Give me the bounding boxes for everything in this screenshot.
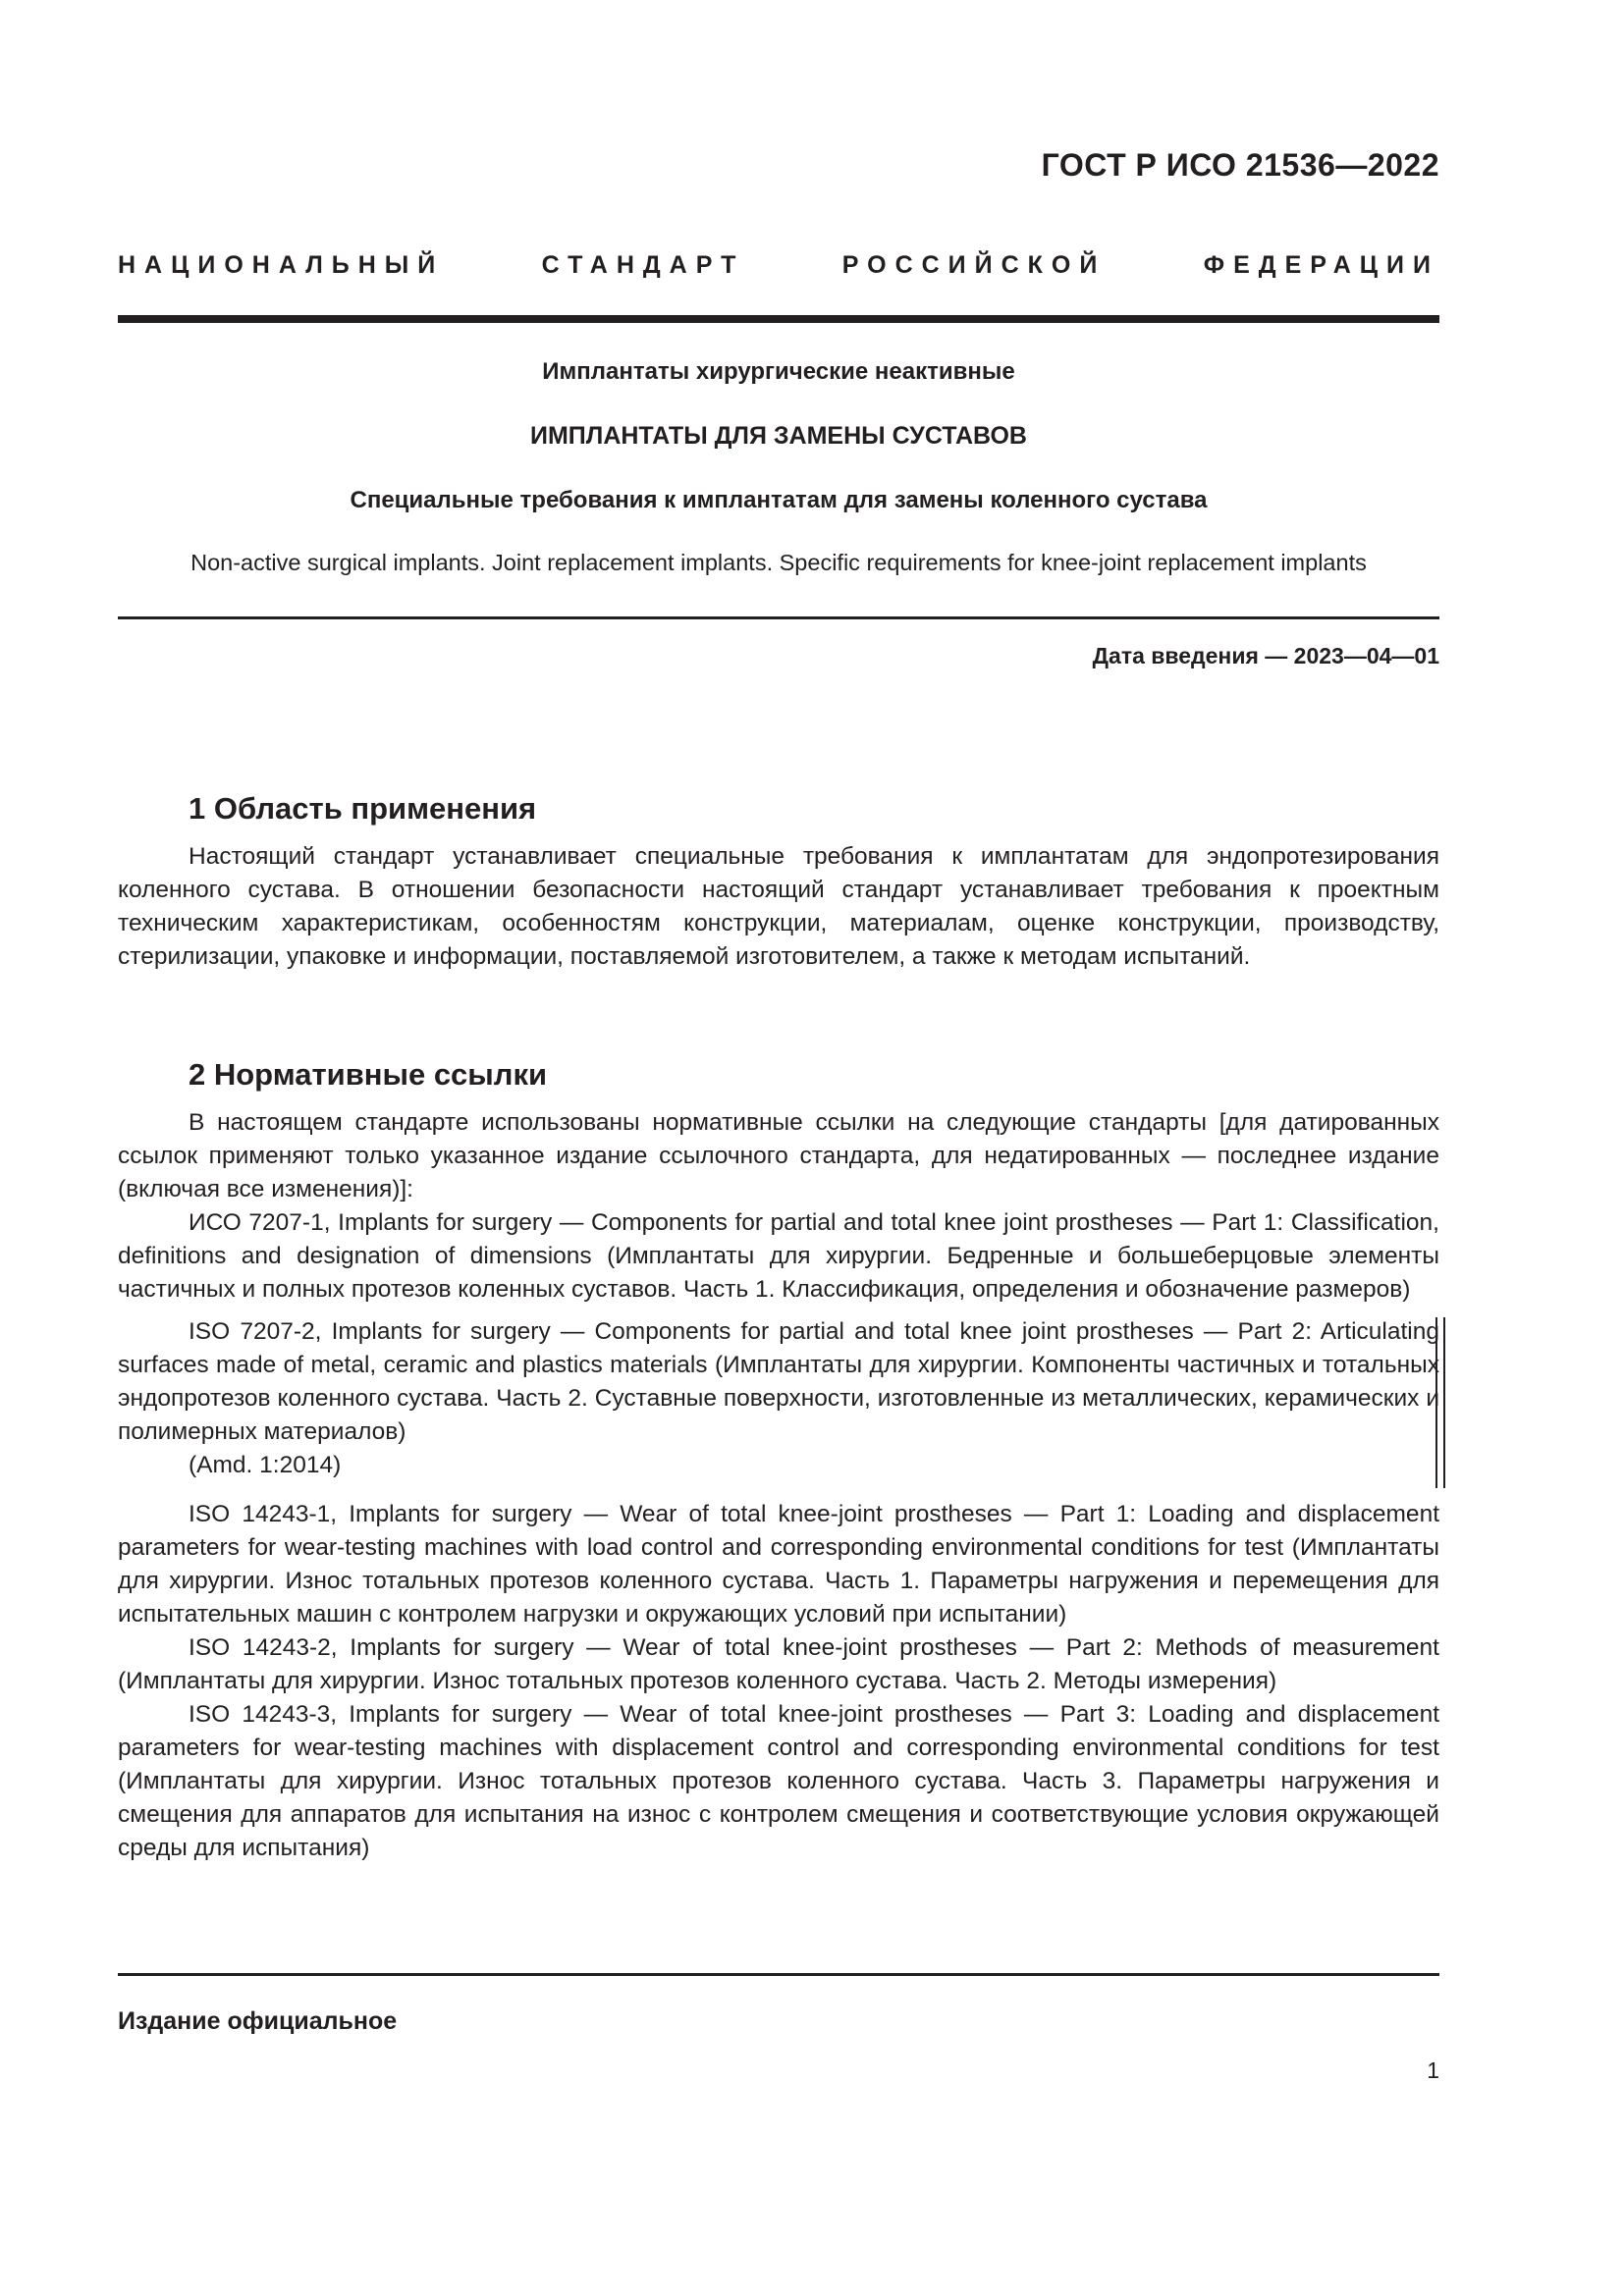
page-number: 1 — [1427, 2057, 1439, 2083]
title-divider — [118, 616, 1439, 619]
title-line-3: Специальные требования к имплантатам для замены коленного сустава — [350, 487, 1208, 513]
section-1-text: Настоящий стандарт устанавливает специальные требования к имплантатам для эндопротезирования коленного сустава. В отношении безопасности настоящий стандарт устанавливает требования к проектным техническим характеристикам, особенностям конструкции, материалам, оценке конструкции, производству, стерилизации, упаковке и информации, поставляемой изготовителем, а также к методам испытаний. — [118, 843, 1439, 970]
national-standard-heading: НАЦИОНАЛЬНЫЙ СТАНДАРТ РОССИЙСКОЙ ФЕДЕРАЦИИ — [118, 251, 1439, 279]
section-2-intro: В настоящем стандарте использованы нормативные ссылки на следующие стандарты [для датированных ссылок применяют только указанное издание ссылочного стандарта, для недатированных — последнее издание (включая все изменения)]: — [118, 1109, 1439, 1202]
footer-divider — [118, 1973, 1439, 1976]
reference-amendment: (Amd. 1:2014) — [189, 1452, 342, 1478]
reference-iso-14243-1: ISO 14243-1, Implants for surgery — Wear of total knee-joint prostheses — Part 1: Loading and displacement parameters for wear-testing machines with load control and corresponding environmental conditions for test (Имплантаты для хирургии. Износ тотальных протезов коленного сустава. Часть 1. Параметры нагружения и перемещения для испытательных машин с контролем нагрузки и окружающих условий при испытании) — [118, 1501, 1439, 1628]
section-2-title: 2 Нормативные ссылки — [189, 1057, 548, 1092]
introduction-date: Дата введения — 2023—04—01 — [1092, 643, 1439, 668]
english-title: Non-active surgical implants. Joint replacement implants. Specific requirements for knee-joint replacement implants — [190, 550, 1367, 575]
title-line-1: Имплантаты хирургические неактивные — [542, 358, 1015, 385]
reference-iso-7207-2: ISO 7207-2, Implants for surgery — Components for partial and total knee joint prostheses — Part 2: Articulating surfaces made of metal, ceramic and plastics materials (Имплантаты для хирургии. Компоненты частичных и тотальных эндопротезов коленного сустава. Часть 2. Суставные поверхности, изготовленные из металлических, керамических и полимерных материалов) — [118, 1318, 1439, 1445]
change-bar — [1435, 1317, 1445, 1488]
title-line-2: ИМПЛАНТАТЫ ДЛЯ ЗАМЕНЫ СУСТАВОВ — [530, 422, 1027, 450]
section-1-title: 1 Область применения — [189, 791, 537, 826]
reference-iso-7207-1: ИСО 7207-1, Implants for surgery — Components for partial and total knee joint prostheses — Part 1: Classification, definitions and designation of dimensions (Имплантаты для хирургии. Бедренные и большеберцовые элементы частичных и полных протезов коленных суставов. Часть 1. Классификация, определения и обозначение размеров) — [118, 1209, 1439, 1303]
document-page — [118, 0, 1439, 2296]
official-edition-label: Издание официальное — [118, 2007, 398, 2035]
amended-reference-block — [118, 1315, 1439, 1482]
top-thick-divider — [118, 315, 1439, 323]
section-normative-references — [118, 1057, 1439, 1865]
reference-iso-14243-2: ISO 14243-2, Implants for surgery — Wear of total knee-joint prostheses — Part 2: Methods of measurement (Имплантаты для хирургии. Износ тотальных протезов коленного сустава. Часть 2. Методы измерения) — [118, 1634, 1439, 1694]
document-code: ГОСТ Р ИСО 21536—2022 — [1041, 147, 1439, 183]
reference-iso-14243-3: ISO 14243-3, Implants for surgery — Wear of total knee-joint prostheses — Part 3: Loading and displacement parameters for wear-testing machines with displacement control and corresponding environmental conditions for test (Имплантаты для хирургии. Износ тотальных протезов коленного сустава. Часть 3. Параметры нагружения и смещения для аппаратов для испытания на износ с контролем смещения и соответствующие условия окружающей среды для испытания) — [118, 1701, 1439, 1861]
section-scope — [118, 791, 1439, 974]
